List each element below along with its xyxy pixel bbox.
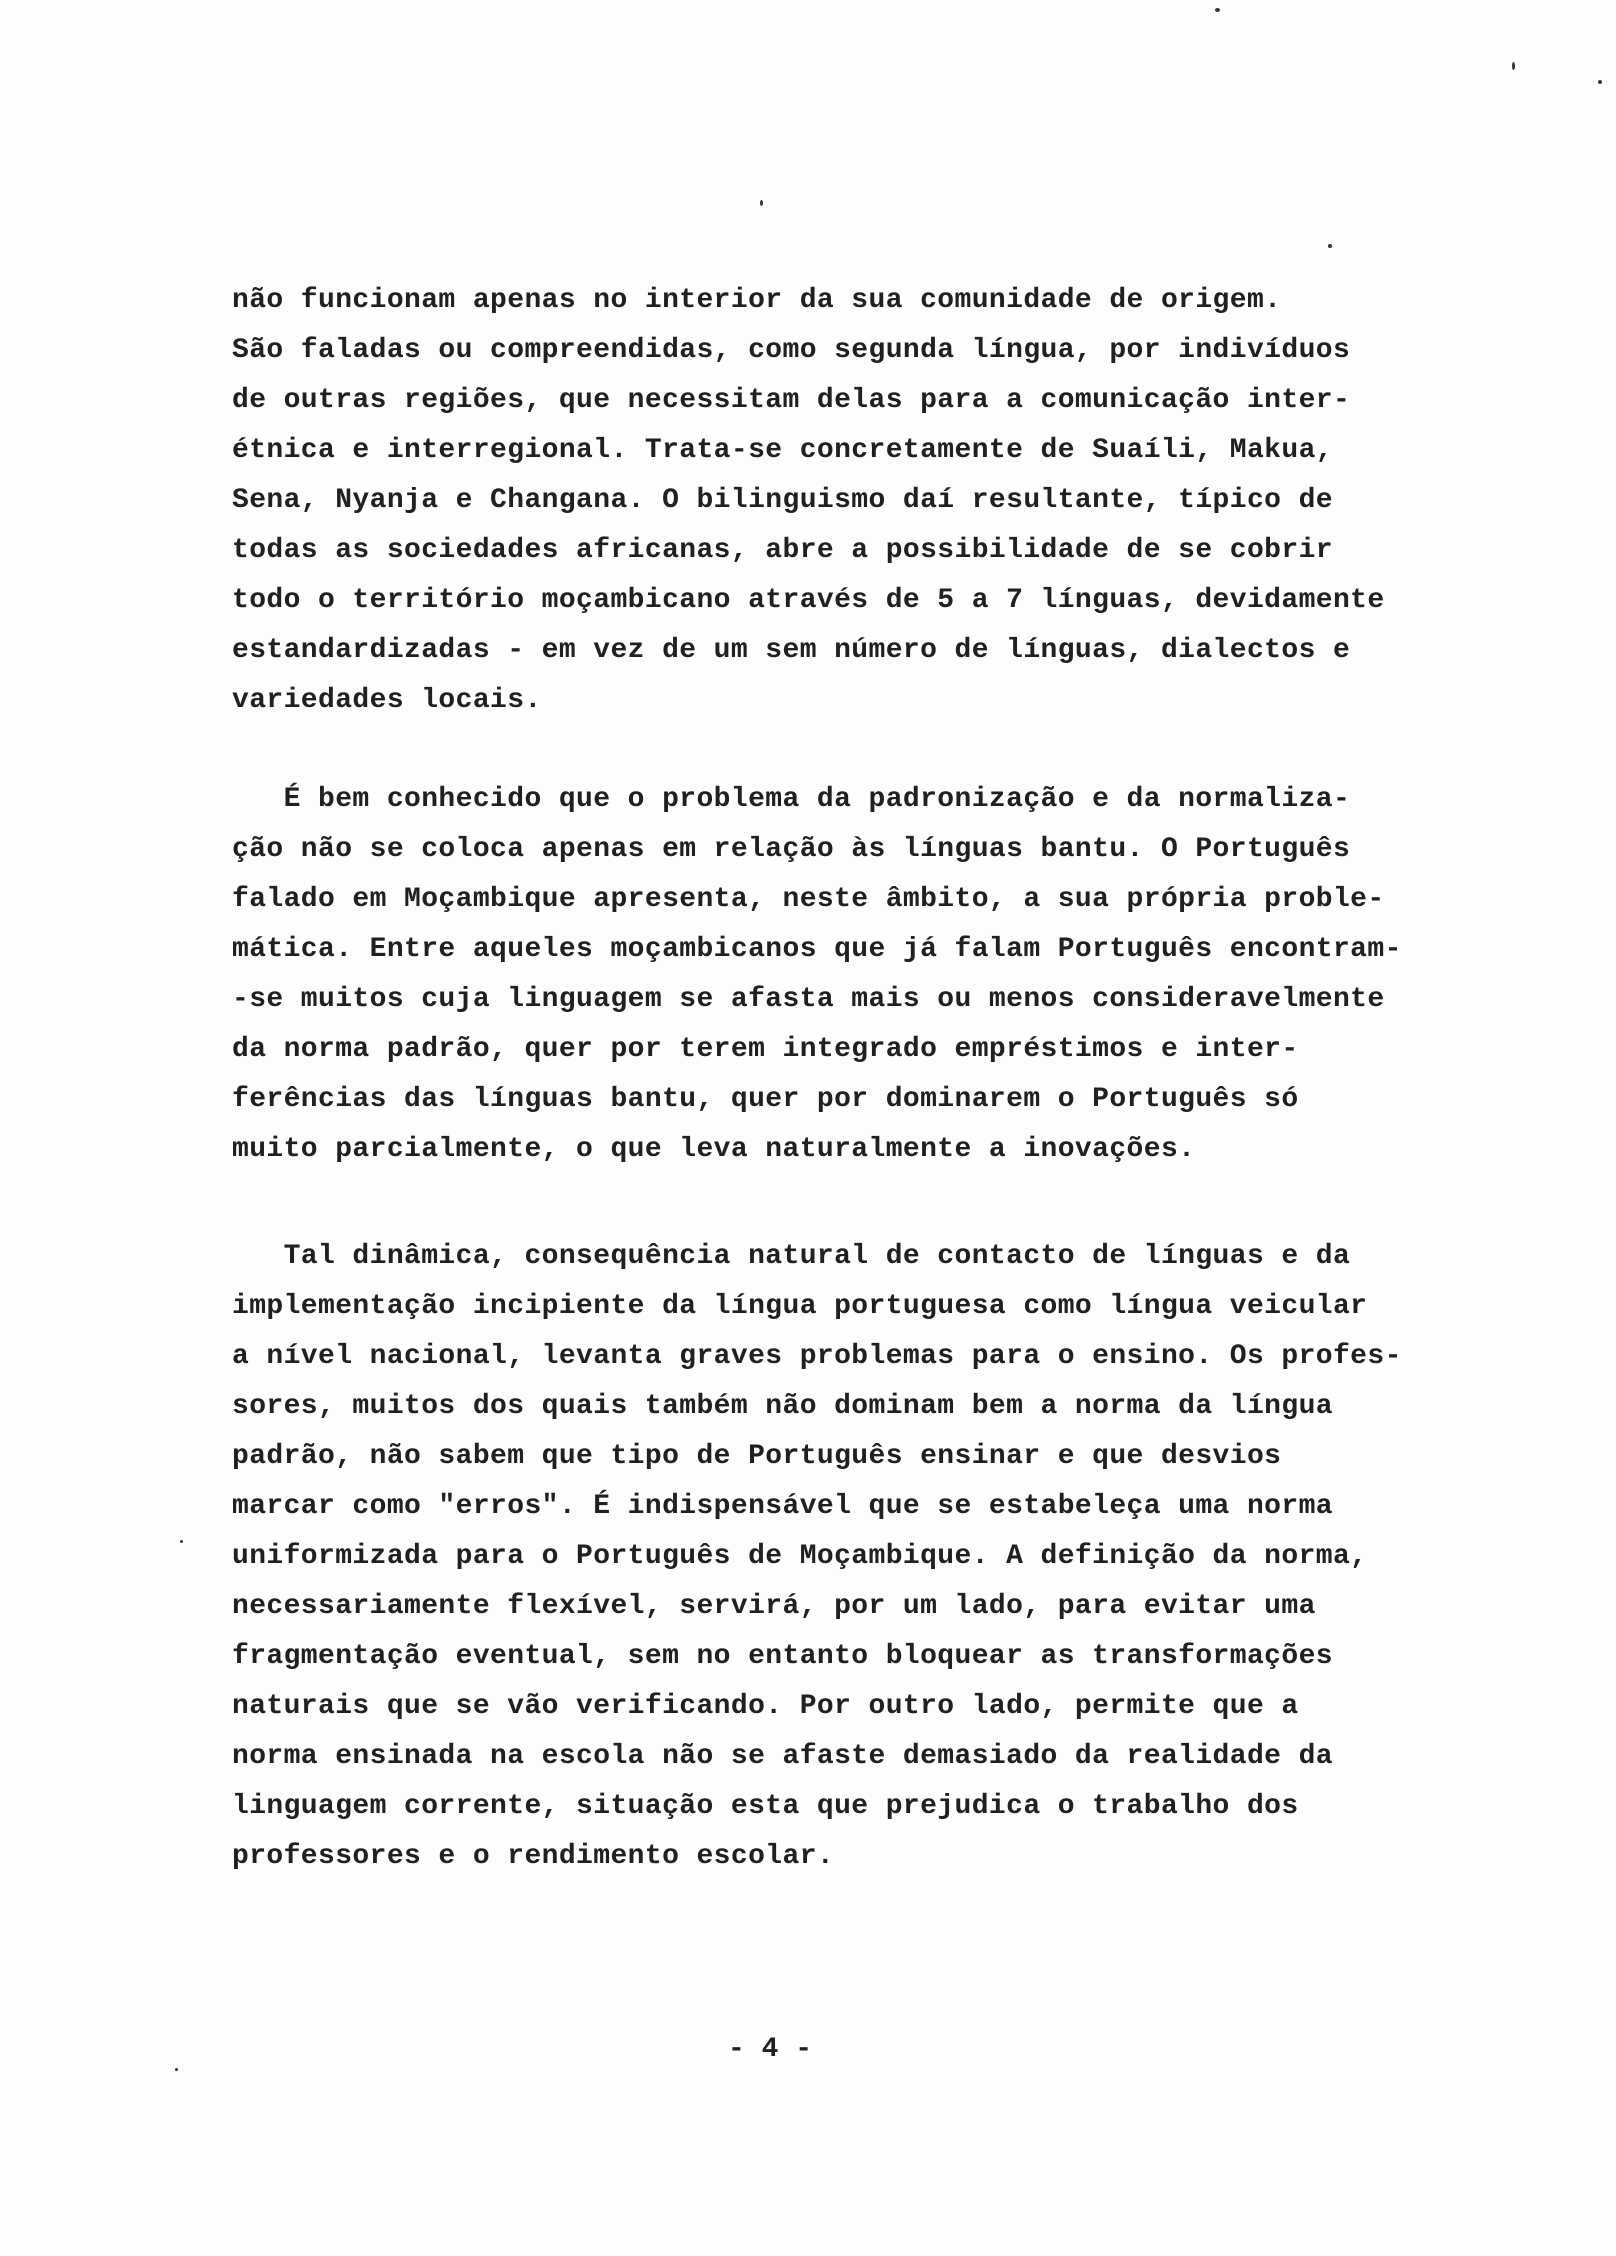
scan-speck	[1512, 62, 1515, 70]
text-line: da norma padrão, quer por terem integrado empréstimos e inter-	[232, 1034, 1299, 1065]
text-line: ferências das línguas bantu, quer por dominarem o Português só	[232, 1084, 1299, 1115]
text-line: ção não se coloca apenas em relação às línguas bantu. O Português	[232, 834, 1351, 865]
text-line: necessariamente flexível, servirá, por um lado, para evitar uma	[232, 1591, 1316, 1622]
text-line: Sena, Nyanja e Changana. O bilinguismo daí resultante, típico de	[232, 485, 1333, 516]
text-line: implementação incipiente da língua portuguesa como língua veicular	[232, 1291, 1368, 1322]
text-line: marcar como "erros". É indispensável que se estabeleça uma norma	[232, 1491, 1333, 1522]
text-line: norma ensinada na escola não se afaste demasiado da realidade da	[232, 1741, 1333, 1772]
text-line: linguagem corrente, situação esta que prejudica o trabalho dos	[232, 1791, 1299, 1822]
paragraph	[232, 276, 1462, 726]
text-line: muito parcialmente, o que leva naturalmente a inovações.	[232, 1134, 1196, 1165]
text-line: todas as sociedades africanas, abre a possibilidade de se cobrir	[232, 535, 1333, 566]
scan-speck	[1598, 80, 1602, 84]
page-number: - 4 -	[727, 2034, 812, 2065]
text-line: a nível nacional, levanta graves problemas para o ensino. Os profes-	[232, 1341, 1402, 1372]
text-line: estandardizadas - em vez de um sem número de línguas, dialectos e	[232, 635, 1351, 666]
scan-speck	[175, 2068, 178, 2071]
text-line: não funcionam apenas no interior da sua comunidade de origem.	[232, 285, 1282, 316]
text-line: fragmentação eventual, sem no entanto bloquear as transformações	[232, 1641, 1333, 1672]
text-line: de outras regiões, que necessitam delas para a comunicação inter-	[232, 385, 1351, 416]
text-line: São faladas ou compreendidas, como segunda língua, por indivíduos	[232, 335, 1351, 366]
text-line: mática. Entre aqueles moçambicanos que já falam Português encontram-	[232, 934, 1402, 965]
scan-speck	[760, 200, 763, 206]
text-line: sores, muitos dos quais também não dominam bem a norma da língua	[232, 1391, 1333, 1422]
text-line: todo o território moçambicano através de 5 a 7 línguas, devidamente	[232, 585, 1385, 616]
text-line: professores e o rendimento escolar.	[232, 1841, 835, 1872]
text-line: -se muitos cuja linguagem se afasta mais ou menos consideravelmente	[232, 984, 1385, 1015]
text-line: falado em Moçambique apresenta, neste âmbito, a sua própria proble-	[232, 884, 1385, 915]
scan-speck	[180, 1540, 183, 1543]
text-line: étnica e interregional. Trata-se concretamente de Suaíli, Makua,	[232, 435, 1333, 466]
scan-speck	[1328, 244, 1332, 248]
text-line: É bem conhecido que o problema da padronização e da normaliza-	[232, 784, 1351, 815]
scan-speck	[1215, 8, 1220, 12]
text-line: naturais que se vão verificando. Por outro lado, permite que a	[232, 1691, 1299, 1722]
text-line: variedades locais.	[232, 685, 542, 716]
text-line: Tal dinâmica, consequência natural de contacto de línguas e da	[232, 1241, 1351, 1272]
text-line: uniformizada para o Português de Moçambique. A definição da norma,	[232, 1541, 1368, 1572]
paragraph	[232, 1232, 1462, 1882]
paragraph	[232, 775, 1462, 1175]
text-line: padrão, não sabem que tipo de Português ensinar e que desvios	[232, 1441, 1282, 1472]
